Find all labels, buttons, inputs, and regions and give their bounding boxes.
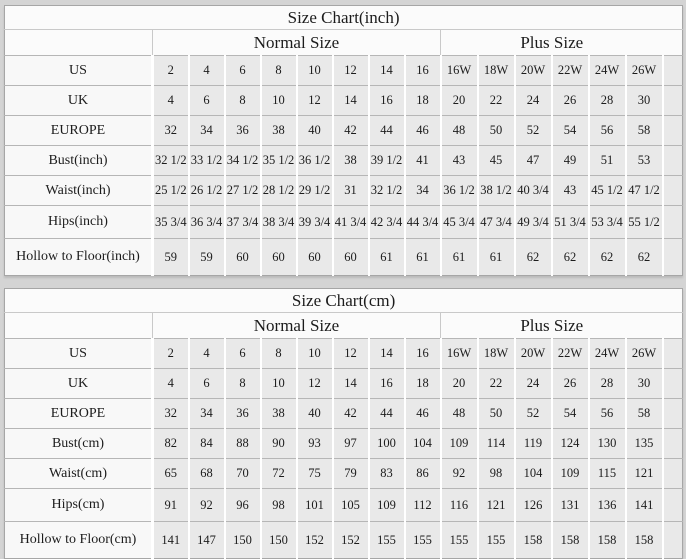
size-cell: 16W [441,339,478,369]
row-label: Waist(cm) [5,459,153,489]
size-cell: 55 1/2 [626,206,663,239]
size-cell: 59 [153,239,189,276]
size-cell: 93 [297,429,333,459]
size-cell: 100 [369,429,405,459]
size-cell: 28 [589,86,626,116]
size-cell: 2 [153,56,189,86]
size-cell: 2 [153,339,189,369]
size-cell: 158 [515,522,552,559]
size-cell: 6 [189,86,225,116]
table-row [5,86,683,116]
size-cell: 61 [405,239,441,276]
size-cell: 42 [333,116,369,146]
size-cell: 8 [225,86,261,116]
size-cell: 8 [261,339,297,369]
size-cell: 61 [478,239,515,276]
spacer-cell [663,116,683,146]
row-label: EUROPE [5,399,153,429]
table-row [5,56,683,86]
table-title: Size Chart(cm) [5,289,683,313]
size-cell: 44 [369,116,405,146]
size-cell: 32 [153,399,189,429]
size-cell: 60 [333,239,369,276]
size-cell: 104 [405,429,441,459]
size-cell: 26 1/2 [189,176,225,206]
size-cell: 38 [261,399,297,429]
group-header-normal-size: Normal Size [153,313,441,339]
size-cell: 61 [369,239,405,276]
size-cell: 30 [626,369,663,399]
size-cell: 47 3/4 [478,206,515,239]
size-cell: 98 [478,459,515,489]
size-cell: 119 [515,429,552,459]
size-cell: 24W [589,56,626,86]
size-cell: 48 [441,399,478,429]
size-cell: 150 [225,522,261,559]
size-cell: 65 [153,459,189,489]
table-title-row [5,289,683,313]
group-header-normal-size: Normal Size [153,30,441,56]
size-cell: 12 [297,86,333,116]
size-cell: 26W [626,56,663,86]
spacer-cell [663,313,683,339]
table-row [5,339,683,369]
row-label: UK [5,369,153,399]
size-cell: 38 [261,116,297,146]
size-cell: 58 [626,116,663,146]
size-cell: 124 [552,429,589,459]
spacer-cell [663,489,683,522]
size-cell: 49 [552,146,589,176]
size-cell: 43 [552,176,589,206]
row-label: Bust(cm) [5,429,153,459]
size-cell: 72 [261,459,297,489]
spacer-cell [663,339,683,369]
group-header-plus-size: Plus Size [441,30,663,56]
size-cell: 36 1/2 [441,176,478,206]
size-cell: 70 [225,459,261,489]
row-label: Waist(inch) [5,176,153,206]
size-cell: 98 [261,489,297,522]
size-cell: 115 [589,459,626,489]
size-cell: 22 [478,86,515,116]
size-cell: 22W [552,339,589,369]
size-cell: 25 1/2 [153,176,189,206]
size-cell: 27 1/2 [225,176,261,206]
size-cell: 33 1/2 [189,146,225,176]
size-cell: 136 [589,489,626,522]
size-cell: 62 [626,239,663,276]
size-cell: 44 3/4 [405,206,441,239]
size-cell: 86 [405,459,441,489]
size-cell: 20W [515,56,552,86]
size-cell: 36 [225,116,261,146]
size-cell: 8 [225,369,261,399]
size-cell: 150 [261,522,297,559]
size-cell: 4 [153,369,189,399]
size-cell: 158 [626,522,663,559]
group-header-plus-size: Plus Size [441,313,663,339]
size-cell: 39 3/4 [297,206,333,239]
spacer-cell [663,30,683,56]
spacer-cell [663,176,683,206]
size-cell: 116 [441,489,478,522]
size-cell: 12 [297,369,333,399]
size-cell: 41 [405,146,441,176]
size-cell: 92 [441,459,478,489]
size-cell: 58 [626,399,663,429]
size-cell: 42 [333,399,369,429]
size-cell: 56 [589,116,626,146]
size-cell: 39 1/2 [369,146,405,176]
size-cell: 54 [552,399,589,429]
size-cell: 31 [333,176,369,206]
size-cell: 45 [478,146,515,176]
size-cell: 50 [478,399,515,429]
size-cell: 40 [297,116,333,146]
size-cell: 52 [515,399,552,429]
table-row [5,429,683,459]
table-row [5,116,683,146]
size-cell: 155 [478,522,515,559]
size-cell: 92 [189,489,225,522]
row-label: Hips(cm) [5,489,153,522]
size-cell: 158 [552,522,589,559]
size-cell: 20 [441,86,478,116]
spacer-cell [663,369,683,399]
size-cell: 59 [189,239,225,276]
size-cell: 48 [441,116,478,146]
size-cell: 83 [369,459,405,489]
size-cell: 53 [626,146,663,176]
size-cell: 141 [626,489,663,522]
size-cell: 36 3/4 [189,206,225,239]
row-label: Bust(inch) [5,146,153,176]
size-cell: 22 [478,369,515,399]
size-cell: 53 3/4 [589,206,626,239]
size-cell: 47 [515,146,552,176]
table-row [5,489,683,522]
row-label: US [5,56,153,86]
size-cell: 51 [589,146,626,176]
size-cell: 18 [405,86,441,116]
size-cell: 97 [333,429,369,459]
size-cell: 37 3/4 [225,206,261,239]
size-cell: 62 [515,239,552,276]
size-cell: 52 [515,116,552,146]
size-cell: 126 [515,489,552,522]
size-cell: 28 [589,369,626,399]
size-cell: 46 [405,116,441,146]
size-cell: 32 1/2 [369,176,405,206]
size-cell: 38 1/2 [478,176,515,206]
size-cell: 36 1/2 [297,146,333,176]
size-cell: 10 [261,86,297,116]
size-cell: 105 [333,489,369,522]
size-cell: 14 [333,369,369,399]
size-chart-cm [4,288,682,559]
size-cell: 68 [189,459,225,489]
size-cell: 36 [225,399,261,429]
spacer-cell [663,239,683,276]
size-cell: 24 [515,369,552,399]
size-cell: 8 [261,56,297,86]
size-cell: 46 [405,399,441,429]
size-cell: 12 [333,56,369,86]
size-cell: 155 [441,522,478,559]
size-cell: 20 [441,369,478,399]
size-cell: 14 [369,56,405,86]
size-cell: 40 [297,399,333,429]
size-cell: 60 [261,239,297,276]
group-header-row [5,313,683,339]
size-cell: 38 3/4 [261,206,297,239]
corner-empty-cell [5,30,153,56]
size-cell: 18 [405,369,441,399]
size-cell: 24 [515,86,552,116]
size-cell: 16 [405,56,441,86]
table-row [5,369,683,399]
size-cell: 10 [261,369,297,399]
size-cell: 4 [189,339,225,369]
size-cell: 47 1/2 [626,176,663,206]
size-cell: 29 1/2 [297,176,333,206]
size-cell: 75 [297,459,333,489]
size-cell: 34 [405,176,441,206]
size-cell: 44 [369,399,405,429]
size-cell: 45 3/4 [441,206,478,239]
size-cell: 6 [189,369,225,399]
size-cell: 30 [626,86,663,116]
size-cell: 34 [189,116,225,146]
size-cell: 101 [297,489,333,522]
size-cell: 147 [189,522,225,559]
spacer-cell [663,206,683,239]
size-chart-cm-table [4,288,683,559]
size-chart-inch [4,5,682,276]
size-cell: 91 [153,489,189,522]
size-cell: 32 1/2 [153,146,189,176]
size-cell: 18W [478,339,515,369]
size-cell: 60 [297,239,333,276]
size-cell: 130 [589,429,626,459]
group-header-row [5,30,683,56]
size-cell: 26 [552,369,589,399]
size-cell: 16 [405,339,441,369]
size-cell: 10 [297,339,333,369]
spacer-cell [663,459,683,489]
size-cell: 109 [369,489,405,522]
size-cell: 61 [441,239,478,276]
size-cell: 43 [441,146,478,176]
size-cell: 35 3/4 [153,206,189,239]
size-cell: 90 [261,429,297,459]
size-cell: 158 [589,522,626,559]
size-cell: 51 3/4 [552,206,589,239]
size-cell: 135 [626,429,663,459]
size-cell: 114 [478,429,515,459]
table-row [5,146,683,176]
size-cell: 45 1/2 [589,176,626,206]
size-cell: 18W [478,56,515,86]
size-cell: 16 [369,86,405,116]
spacer-cell [663,399,683,429]
size-cell: 41 3/4 [333,206,369,239]
row-label: UK [5,86,153,116]
row-label: EUROPE [5,116,153,146]
size-cell: 84 [189,429,225,459]
table-row [5,176,683,206]
size-cell: 155 [405,522,441,559]
size-cell: 155 [369,522,405,559]
size-cell: 34 [189,399,225,429]
size-cell: 62 [552,239,589,276]
table-row [5,522,683,559]
size-cell: 22W [552,56,589,86]
size-cell: 34 1/2 [225,146,261,176]
size-cell: 12 [333,339,369,369]
size-cell: 6 [225,56,261,86]
size-cell: 10 [297,56,333,86]
size-cell: 4 [153,86,189,116]
table-row [5,399,683,429]
size-cell: 131 [552,489,589,522]
size-cell: 121 [478,489,515,522]
spacer-cell [663,522,683,559]
size-cell: 54 [552,116,589,146]
size-chart-inch-table [4,5,683,276]
size-cell: 14 [369,339,405,369]
table-title-row [5,6,683,30]
size-cell: 32 [153,116,189,146]
size-cell: 35 1/2 [261,146,297,176]
row-label: Hips(inch) [5,206,153,239]
size-cell: 49 3/4 [515,206,552,239]
size-cell: 62 [589,239,626,276]
row-label: US [5,339,153,369]
table-row [5,239,683,276]
size-cell: 56 [589,399,626,429]
size-cell: 88 [225,429,261,459]
size-cell: 96 [225,489,261,522]
size-cell: 16 [369,369,405,399]
size-cell: 26 [552,86,589,116]
table-row [5,206,683,239]
size-cell: 28 1/2 [261,176,297,206]
row-label: Hollow to Floor(cm) [5,522,153,559]
size-cell: 24W [589,339,626,369]
size-cell: 121 [626,459,663,489]
spacer-cell [663,56,683,86]
size-cell: 38 [333,146,369,176]
size-cell: 60 [225,239,261,276]
table-title: Size Chart(inch) [5,6,683,30]
size-cell: 6 [225,339,261,369]
size-cell: 152 [297,522,333,559]
size-cell: 141 [153,522,189,559]
spacer-cell [663,86,683,116]
row-label: Hollow to Floor(inch) [5,239,153,276]
corner-empty-cell [5,313,153,339]
size-cell: 26W [626,339,663,369]
size-cell: 112 [405,489,441,522]
size-cell: 14 [333,86,369,116]
size-cell: 79 [333,459,369,489]
size-cell: 152 [333,522,369,559]
size-cell: 20W [515,339,552,369]
size-cell: 40 3/4 [515,176,552,206]
size-cell: 82 [153,429,189,459]
size-cell: 16W [441,56,478,86]
size-cell: 4 [189,56,225,86]
size-cell: 104 [515,459,552,489]
size-cell: 109 [441,429,478,459]
spacer-cell [663,429,683,459]
size-cell: 50 [478,116,515,146]
size-cell: 42 3/4 [369,206,405,239]
spacer-cell [663,146,683,176]
table-row [5,459,683,489]
size-cell: 109 [552,459,589,489]
